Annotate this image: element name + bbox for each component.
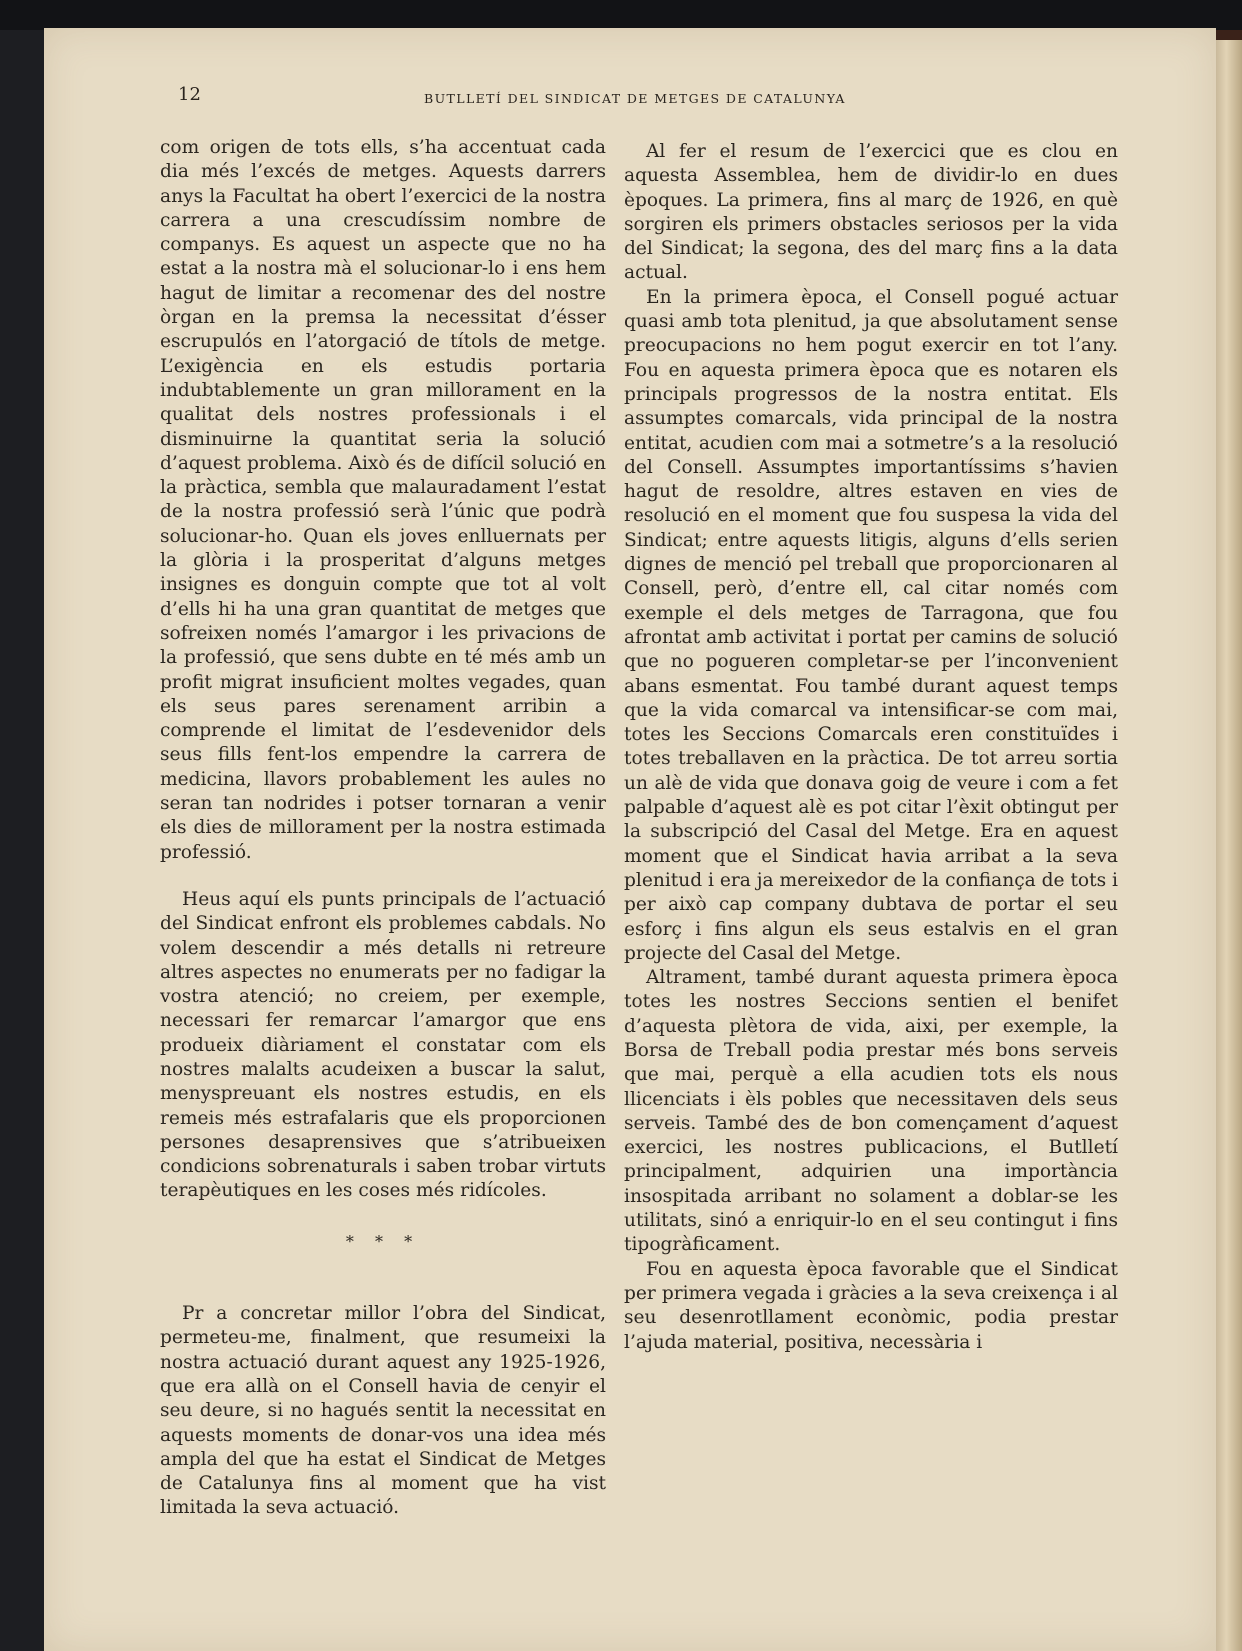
paragraph: com origen de tots ells, s’ha accentuat cada dia més l’excés de metges. Aquests darrers anys la Facultat ha obert l’exercici de la nostra carrera a una crescudíssim nombre de companys. Es aquest un aspecte que no ha estat a la nostra mà el solucionar-lo i ens hem hagut de limitar a recomenar des del nostre òrgan en la premsa la necessitat d’ésser escrupulós en l’atorgació de títols de metge. L’exigència en els estudis portaria indubtablemente un gran millorament en la qualitat dels nostres professionals i el disminuirne la quantitat seria la solució d’aquest problema. Això és de difícil solució en la pràctica, sembla que malauradament l’estat de la nostra professió serà l’únic que podrà solucionar-ho. Quan els joves enlluernats per la glòria i la prosperitat d’alguns metges insignes es donguin compte que tot al volt d’ells hi ha una gran quantitat de metges que sofreixen només l’amargor i les privacions de la professió, que sens dubte en té més amb un profit migrat insuficient moltes vegades, quan els seus pares serenament arribin a comprende el limitat de l’esdevenidor dels seus fills fent-los empendre la carrera de medicina, llavors probablement les aules no seran tan nodrides i potser tornaran a venir els dies de millorament per la nostra estimada professió. [160,137,606,863]
paragraph: En la primera època, el Consell pogué actuar quasi amb tota plenitud, ja que absolutament sense preocupacions no hem pogut exercir en tot l’any. Fou en aquesta primera època que es notaren els principals progressos de la nostra entitat. Els assumptes comarcals, vida principal de la nostra entitat, acudien com mai a sotmetre’s a la resolució del Consell. Assumptes importantíssims s’havien hagut de resoldre, altres estaven en vies de resolució en el moment que fou suspesa la vida del Sindicat; entre aquests litigis, alguns d’ells serien dignes de menció pel treball que proporcionaren al Consell, però, d’entre ell, cal citar només com exemple el dels metges de Tarragona, que fou afrontat amb activitat i portat per camins de solució que no pogueren completar-se per l’inconvenient abans esmentat. Fou també durant aquest temps que la vida comarcal va intensificar-se com mai, totes les Seccions Comarcals eren constituïdes i totes treballaven en la pràctica. De tot arreu sortia un alè de vida que donava goig de veure i com a fet palpable d’aquest alè es pot citar l’èxit obtingut per la subscripció del Casal del Metge. Era en aquest moment que el Sindicat havia arribat a la seva plenitud i era ja mereixedor de la confiança de tots i per això cap company dubtava de portar el seu esforç i fins algun els seus estalvis en el gran projecte del Casal del Metge. [624,286,1118,964]
scan-background-top [0,0,1242,30]
page-number: 12 [178,84,201,105]
document-page [44,28,1216,1651]
left-column [160,136,606,1521]
paragraph: Altrament, també durant aquesta primera època totes les nostres Seccions sentien el benifet d’aquesta plètora de vida, aixi, per exemple, la Borsa de Treball podia prestar més bons serveis que mai, perquè a ella acudien tots els nous llicenciats i èls pobles que necessitaven dels seus serveis. També des de bon començament d’aquest exercici, les nostres publicacions, el Butlletí principalment, adquirien una importància insospitada arribant no solament a doblar-se les utilitats, sinó a enriquir-lo en el seu contingut i fins tipogràficament. [624,967,1118,1256]
running-head: BUTLLETÍ DEL SINDICAT DE METGES DE CATALUNYA [424,91,846,106]
adjacent-page-edge [1216,40,1242,1651]
paragraph: Fou en aquesta època favorable que el Sindicat per primera vegada i gràcies a la seva creixença i al seu desenrotllament econòmic, podia prestar l’ajuda material, positiva, necessària i [624,1258,1118,1353]
section-separator: * * * [345,1231,421,1251]
paragraph: Pr a concretar millor l’obra del Sindicat, permeteu-me, finalment, que resumeixi la nostra actuació durant aquest any 1925-1926, que era allà on el Consell havia de cenyir el seu deure, si no hagués sentit la necessitat en aquests moments de donar-vos una idea més ampla del que ha estat el Sindicat de Metges de Catalunya fins al moment que ha vist limitada la seva actuació. [160,1303,606,1519]
paragraph: Heus aquí els punts principals de l’actuació del Sindicat enfront els problemes cabdals. No volem descendir a més detalls ni retreure altres aspectes no enumerats per no fadigar la vostra atenció; no creiem, per exemple, necessari fer remarcar l’amargor que ens produeix diàriament el constatar com els nostres malalts acudeixen a buscar la salut, menyspreuant els nostres estudis, en els remeis més estrafalaris que els proporcionen persones desaprensives que s’atribueixen condicions sobrenaturals i saben trobar virtuts terapèutiques en les coses més ridícoles. [160,888,606,1202]
paragraph: Al fer el resum de l’exercici que es clou en aquesta Assemblea, hem de dividir-lo en dues èpoques. La primera, fins al març de 1926, en què sorgiren els primers obstacles seriosos per la vida del Sindicat; la segona, des del març fins a la data actual. [624,141,1118,284]
right-column [624,140,1118,1355]
